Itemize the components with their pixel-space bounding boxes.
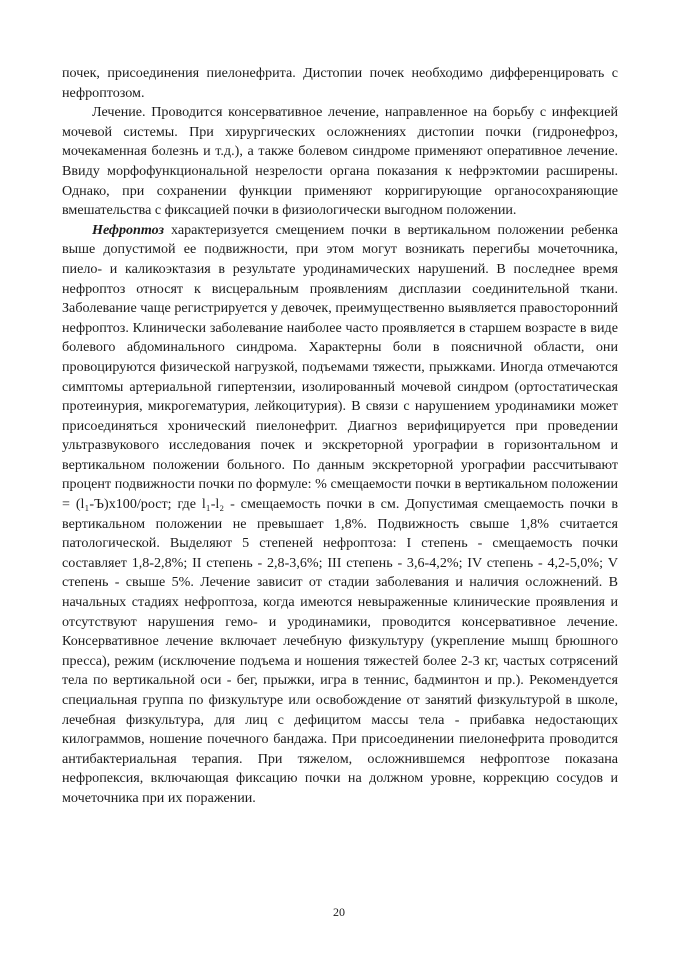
document-page bbox=[62, 64, 618, 809]
paragraph-treatment: Лечение. Проводится консервативное лечение, направленное на борьбу с инфекцией мочевой системы. При хирургических осложнениях дистопии почки (гидронефроз, мочекаменная болезнь и т.д.), а также болевом синдроме применяют оперативное лечение. Ввиду морфофункциональной незрелости органа показания к нефрэктомии расширены. Однако, при сохранении функции применяют корригирующие органосохраняющие вмешательства с фиксацией почки в физиологически выгодном положении. bbox=[62, 104, 618, 219]
term-nephroptosis: Нефроптоз bbox=[92, 221, 165, 238]
page-number: 20 bbox=[333, 905, 345, 919]
paragraph-dystopia-end: почек, присоединения пиелонефрита. Дистопии почек необходимо дифференцировать с нефроптозом. bbox=[62, 65, 618, 101]
paragraph-nephroptosis-text: характеризуется смещением почки в вертикальном положении ребенка выше допустимой ее подвижности, при этом могут возникать перегибы мочеточника, пиело- и каликоэктазия в результате уродинамических нарушений. В последнее время нефроптоз относят к висцеральным проявлениям дисплазии соединительной ткани. Заболевание чаще регистрируется у девочек, преимущественно выявляется правосторонний нефроптоз. Клинически заболевание наиболее часто проявляется в старшем возрасте в виде болевого абдоминального синдрома. Характерны боли в поясничной области, они провоцируются физической нагрузкой, подъемами тяжести, прыжками. Иногда отмечаются симптомы артериальной гипертензии, изолированный мочевой синдром (ортостатическая протеинурия, микрогематурия, лейкоцитурия). В связи с нарушением уродинамики может присоединяться хронический пиелонефрит. Диагноз верифицируется при проведении ультразвукового исследования почек и экскреторной урографии в горизонтальном и вертикальном положении больного. По данным экскреторной урографии рассчитывают процент подвижности почки по формуле: % смещаемости почки в вертикальном положении = (l₁-Ъ)х100/рост; где l₁-l₂ - смещаемость почки в см. Допустимая смещаемость почки в вертикальном положении не превышает 1,8%. Подвижность свыше 1,8% считается патологической. Выделяют 5 степеней нефроптоза: I степень - смещаемость почки составляет 1,8-2,8%; II степень - 2,8-3,6%; III степень - 3,6-4,2%; IV степень - 4,2-5,0%; V степень - свыше 5%. Лечение зависит от стадии заболевания и наличия осложнений. В начальных стадиях нефроптоза, когда имеются невыраженные клинические проявления и отсутствуют нарушения гемо- и уродинамики, проводится консервативное лечение. Консервативное лечение включает лечебную физкультуру (укрепление мышц брюшного прессa), режим (исключение подъема и ношения тяжестей более 2-3 кг, частых сотрясений тела по вертикальной оси - бег, прыжки, игра в теннис, бадминтон и пр.). Рекомендуется специальная группа по физкультуре или освобождение от занятий физкультурой в школе, лечебная физкультура, для лиц с дефицитом массы тела - прибавка недостающих килограммов, ношение почечного бандажа. При присоединении пиелонефрита проводится антибактериальная терапия. При тяжелом, осложнившемся нефроптозе показана нефропексия, включающая фиксацию почки на должном уровне, коррекцию сосудов и мочеточника при их поражении. bbox=[62, 221, 618, 806]
paragraph-nephroptosis bbox=[62, 221, 618, 809]
